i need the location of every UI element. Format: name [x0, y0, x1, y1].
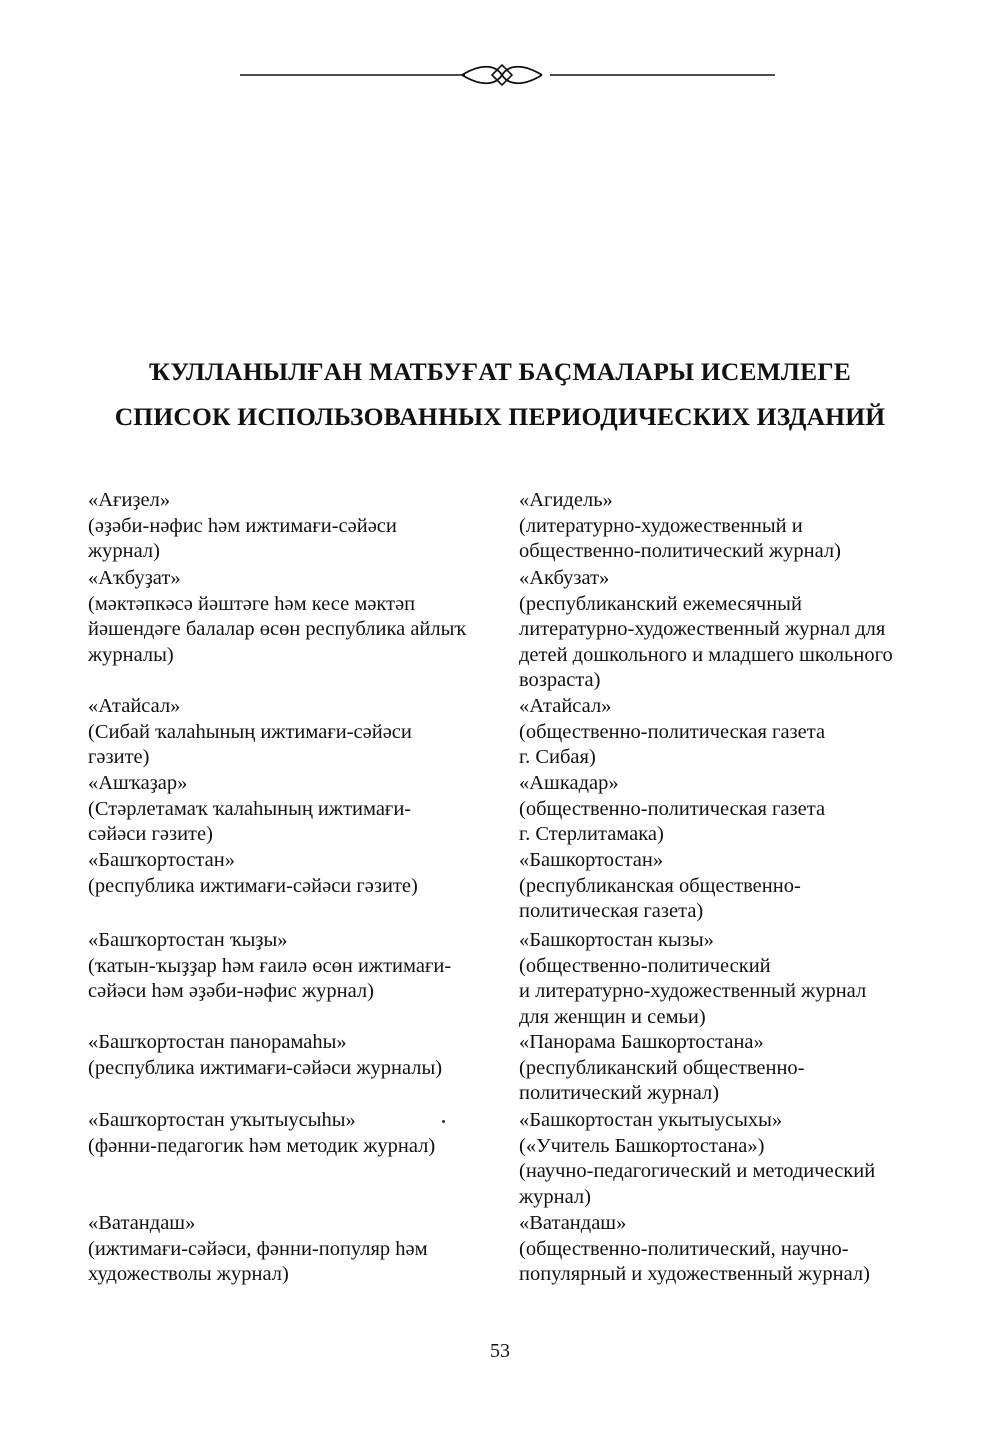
entry-line: «Ашкадар»: [519, 772, 619, 794]
entry-line: популярный и художественный журнал): [519, 1263, 870, 1285]
entry-line: «Панорама Башкортостана»: [519, 1031, 764, 1053]
entry-line: (республика ижтимағи-сәйәси гәзите): [88, 874, 418, 897]
entry-line: (республиканская общественно-: [519, 874, 801, 897]
entry-line: возраста): [519, 669, 601, 691]
entry-left: [88, 566, 466, 668]
title-russian: СПИСОК ИСПОЛЬЗОВАННЫХ ПЕРИОДИЧЕСКИХ ИЗДАНИЙ: [114, 402, 886, 431]
entry-line: и литературно-художественный журнал: [519, 980, 867, 1002]
entry-line: (общественно-политический, научно-: [519, 1237, 849, 1260]
entry-right: [519, 1030, 805, 1107]
entry-right: [519, 488, 841, 565]
entry-right: [519, 694, 825, 771]
entry-left: [88, 928, 451, 1005]
entry-left: [88, 848, 418, 899]
entry-right: [519, 928, 866, 1030]
entry-line: «Башкортостан»: [519, 849, 664, 871]
entry-line: общественно-политический журнал): [519, 540, 841, 562]
entry-line: «Ағиҙел»: [88, 489, 171, 511]
entry-line: (общественно-политическая газета: [519, 797, 826, 820]
entry-left: [88, 771, 411, 848]
entry-line: (әҙәби-нәфис һәм ижтимағи-сәйәси: [88, 514, 397, 537]
entry-right: [519, 566, 893, 694]
entry-line: (республиканский общественно-: [519, 1056, 805, 1079]
entry-line: журналы): [88, 643, 174, 666]
entry-line: (республиканский ежемесячный: [519, 592, 802, 615]
entry-line: (литературно-художественный и: [519, 514, 803, 537]
entry-line: для женщин и семьи): [519, 1005, 706, 1028]
entry-line: детей дошкольного и младшего школьного: [519, 643, 893, 666]
entry-line: «Агидель»: [519, 489, 613, 511]
entry-line: «Башкортостан кызы»: [519, 929, 714, 951]
entry-line: г. Сибая): [519, 746, 596, 768]
entry-line: художестволы журнал): [88, 1263, 289, 1285]
entry-line: «Атайсал»: [88, 695, 181, 717]
entry-right: [519, 771, 825, 848]
entry-left: [88, 694, 412, 771]
entry-left: [88, 1211, 428, 1288]
entry-line: (общественно-политический: [519, 954, 771, 977]
entry-line: («Учитель Башкортостана»): [519, 1134, 765, 1157]
entry-line: политический журнал): [519, 1082, 720, 1104]
entry-line: политическая газета): [519, 900, 704, 922]
entry-line: (общественно-политическая газета: [519, 720, 826, 743]
entry-line: «Башкортостан укытыусыхы»: [519, 1109, 783, 1131]
entry-line: «Ватандаш»: [88, 1212, 196, 1234]
entry-line: журнал): [88, 540, 160, 562]
entry-line: «Ашҡаҙар»: [88, 772, 188, 794]
entry-line: литературно-художественный журнал для: [519, 618, 886, 640]
entry-left: [88, 1030, 442, 1081]
header-ornament: [240, 60, 775, 90]
print-speck: [442, 1120, 445, 1123]
entry-line: журнал): [519, 1185, 591, 1208]
entry-line: сәйәси гәзите): [88, 823, 213, 845]
entry-left: [88, 488, 397, 565]
entry-right: [519, 848, 801, 925]
entry-line: (ижтимағи-сәйәси, фәнни-популяр һәм: [88, 1237, 428, 1260]
entry-line: «Башҡортостан»: [88, 849, 235, 871]
title-bashkir: ҠУЛЛАНЫЛҒАН МАТБУҒАТ БАҪМАЛАРЫ ИСЕМЛЕГЕ: [149, 357, 851, 386]
entry-line: гәзите): [88, 746, 150, 768]
entry-line: (Сибай ҡалаһының ижтимағи-сәйәси: [88, 720, 412, 743]
entry-line: (республика ижтимағи-сәйәси журналы): [88, 1056, 443, 1079]
entry-right: [519, 1211, 870, 1288]
page-number: 53: [490, 1340, 510, 1362]
entry-line: «Башҡортостан ҡыҙы»: [88, 929, 288, 951]
entry-line: «Акбузат»: [519, 567, 610, 589]
entry-line: (ҡатын-ҡыҙҙар һәм ғаилә өсөн ижтимағи-: [88, 954, 452, 977]
entry-line: «Башҡортостан панорамаһы»: [88, 1031, 347, 1053]
entry-right: [519, 1108, 875, 1210]
entry-line: «Атайсал»: [519, 695, 612, 717]
entry-left: [88, 1108, 435, 1159]
entry-line: «Башҡортостан уҡытыусыһы»: [88, 1109, 356, 1131]
entry-line: сәйәси һәм әҙәби-нәфис журнал): [88, 980, 374, 1002]
entry-line: «Ватандаш»: [519, 1212, 627, 1234]
entry-line: (научно-педагогический и методический: [519, 1160, 876, 1182]
entry-line: г. Стерлитамака): [519, 823, 664, 845]
entry-line: йәшендәге балалар өсөн республика айлыҡ: [88, 618, 467, 640]
entry-line: (фәнни-педагогик һәм методик журнал): [88, 1134, 436, 1157]
entry-line: (мәктәпкәсә йәштәге һәм кесе мәктәп: [88, 592, 416, 615]
entry-line: «Аҡбуҙат»: [88, 567, 181, 589]
entry-line: (Стәрлетамаҡ ҡалаһының ижтимағи-: [88, 797, 412, 820]
